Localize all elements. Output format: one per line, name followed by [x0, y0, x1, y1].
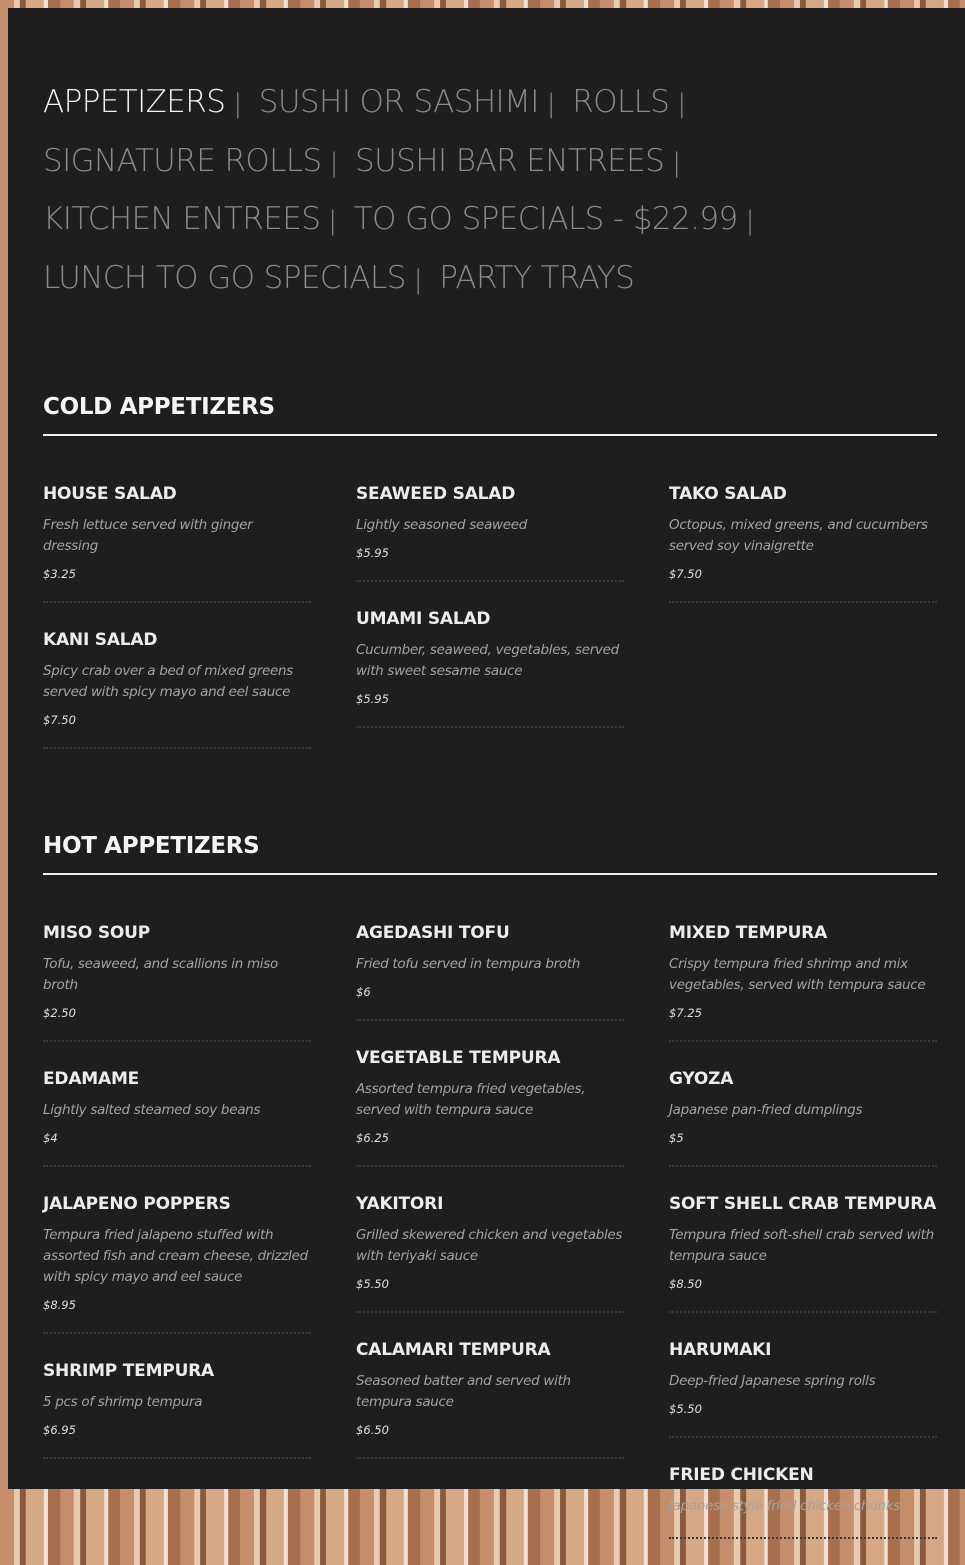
item-description: Deep-fried Japanese spring rolls: [669, 1371, 937, 1392]
item-description: Spicy crab over a bed of mixed greens served with spicy mayo and eel sauce: [43, 661, 311, 703]
nav-link-lunch-to-go-specials[interactable]: LUNCH TO GO SPECIALS: [43, 260, 406, 296]
item-price: $7.25: [669, 1006, 937, 1020]
item-description: Japanese style fried chicken chunks: [669, 1496, 937, 1517]
item-price: $5.95: [356, 546, 624, 560]
item-name: KANI SALAD: [43, 629, 311, 651]
menu-item: [356, 608, 624, 728]
menu-column: [356, 922, 624, 1565]
item-price: $5.50: [356, 1277, 624, 1291]
menu-item: [43, 922, 311, 1042]
menu-columns: [43, 922, 937, 1565]
item-name: UMAMI SALAD: [356, 608, 624, 630]
menu-item: [669, 922, 937, 1042]
item-name: JALAPENO POPPERS: [43, 1193, 311, 1215]
nav-separator: |: [677, 89, 685, 119]
menu-item: [43, 1068, 311, 1167]
item-price: $7.50: [669, 567, 937, 581]
item-description: Assorted tempura fried vegetables, served with tempura sauce: [356, 1079, 624, 1121]
item-name: SEAWEED SALAD: [356, 483, 624, 505]
item-description: Lightly salted steamed soy beans: [43, 1100, 311, 1121]
menu-column: [43, 483, 311, 775]
menu-item: [669, 1339, 937, 1438]
item-name: CALAMARI TEMPURA: [356, 1339, 624, 1361]
item-description: Lightly seasoned seaweed: [356, 515, 624, 536]
nav-link-appetizers[interactable]: APPETIZERS: [43, 84, 225, 120]
item-name: MIXED TEMPURA: [669, 922, 937, 944]
menu-item: [669, 1068, 937, 1167]
menu-panel: [8, 8, 965, 1489]
item-description: Crispy tempura fried shrimp and mix vegetables, served with tempura sauce: [669, 954, 937, 996]
item-price: $8.95: [43, 1298, 311, 1312]
menu-item: [356, 1339, 624, 1459]
item-price: $7.50: [43, 713, 311, 727]
item-description: Tofu, seaweed, and scallions in miso broth: [43, 954, 311, 996]
item-description: Seasoned batter and served with tempura sauce: [356, 1371, 624, 1413]
item-price: $6.95: [43, 1423, 311, 1437]
menu-item: [356, 1047, 624, 1167]
menu-item: [43, 1360, 311, 1459]
nav-separator: |: [233, 89, 241, 119]
menu-columns: [43, 483, 937, 775]
item-name: GYOZA: [669, 1068, 937, 1090]
item-name: SOFT SHELL CRAB TEMPURA: [669, 1193, 937, 1215]
item-description: Tempura fried jalapeno stuffed with assorted fish and cream cheese, drizzled with spicy mayo and eel sauce: [43, 1225, 311, 1288]
nav-link-kitchen-entrees[interactable]: KITCHEN ENTREES: [43, 201, 320, 237]
item-price: $6: [356, 985, 624, 999]
nav-separator: |: [672, 148, 680, 178]
section-title: HOT APPETIZERS: [43, 833, 937, 875]
item-description: Grilled skewered chicken and vegetables with teriyaki sauce: [356, 1225, 624, 1267]
item-name: VEGETABLE TEMPURA: [356, 1047, 624, 1069]
item-description: Cucumber, seaweed, vegetables, served with sweet sesame sauce: [356, 640, 624, 682]
item-price: $6.25: [356, 1131, 624, 1145]
item-price: $5: [669, 1131, 937, 1145]
item-description: Fried tofu served in tempura broth: [356, 954, 624, 975]
item-description: 5 pcs of shrimp tempura: [43, 1392, 311, 1413]
nav-separator: |: [414, 265, 422, 295]
item-price: $3.25: [43, 567, 311, 581]
menu-column: [669, 483, 937, 775]
item-price: $4: [43, 1131, 311, 1145]
nav-link-sushi-bar-entrees[interactable]: SUSHI BAR ENTREES: [355, 143, 664, 179]
item-price: $5.95: [356, 692, 624, 706]
nav-separator: |: [328, 206, 336, 236]
menu-section: [43, 833, 937, 1565]
menu-category-nav: [43, 74, 803, 308]
menu-column: [356, 483, 624, 775]
item-name: SHRIMP TEMPURA: [43, 1360, 311, 1382]
nav-link-rolls[interactable]: ROLLS: [572, 84, 669, 120]
item-name: HOUSE SALAD: [43, 483, 311, 505]
item-description: Octopus, mixed greens, and cucumbers served soy vinaigrette: [669, 515, 937, 557]
nav-link-party-trays[interactable]: PARTY TRAYS: [439, 260, 634, 296]
section-title: COLD APPETIZERS: [43, 394, 937, 436]
item-name: MISO SOUP: [43, 922, 311, 944]
nav-separator: |: [746, 206, 754, 236]
item-description: Japanese pan-fried dumplings: [669, 1100, 937, 1121]
item-name: EDAMAME: [43, 1068, 311, 1090]
item-description: Fresh lettuce served with ginger dressing: [43, 515, 311, 557]
menu-item: [669, 483, 937, 603]
item-description: Tempura fried soft-shell crab served with tempura sauce: [669, 1225, 937, 1267]
item-name: FRIED CHICKEN: [669, 1464, 937, 1486]
nav-link-signature-rolls[interactable]: SIGNATURE ROLLS: [43, 143, 322, 179]
item-price: $8.50: [669, 1277, 937, 1291]
menu-item: [669, 1464, 937, 1539]
item-name: YAKITORI: [356, 1193, 624, 1215]
menu-column: [669, 922, 937, 1565]
nav-separator: |: [547, 89, 555, 119]
menu-item: [356, 922, 624, 1021]
menu-item: [356, 483, 624, 582]
nav-link-to-go-specials-22-99[interactable]: TO GO SPECIALS - $22.99: [354, 201, 738, 237]
nav-separator: |: [330, 148, 338, 178]
item-name: HARUMAKI: [669, 1339, 937, 1361]
item-price: $2.50: [43, 1006, 311, 1020]
item-name: TAKO SALAD: [669, 483, 937, 505]
menu-item: [43, 1193, 311, 1334]
menu-item: [43, 629, 311, 749]
menu-item: [356, 1193, 624, 1313]
menu-column: [43, 922, 311, 1565]
nav-link-sushi-or-sashimi[interactable]: SUSHI OR SASHIMI: [259, 84, 539, 120]
item-price: $6.50: [356, 1423, 624, 1437]
menu-section: [43, 394, 937, 775]
item-price: $5.50: [669, 1402, 937, 1416]
menu-item: [43, 483, 311, 603]
menu-item: [669, 1193, 937, 1313]
item-name: AGEDASHI TOFU: [356, 922, 624, 944]
